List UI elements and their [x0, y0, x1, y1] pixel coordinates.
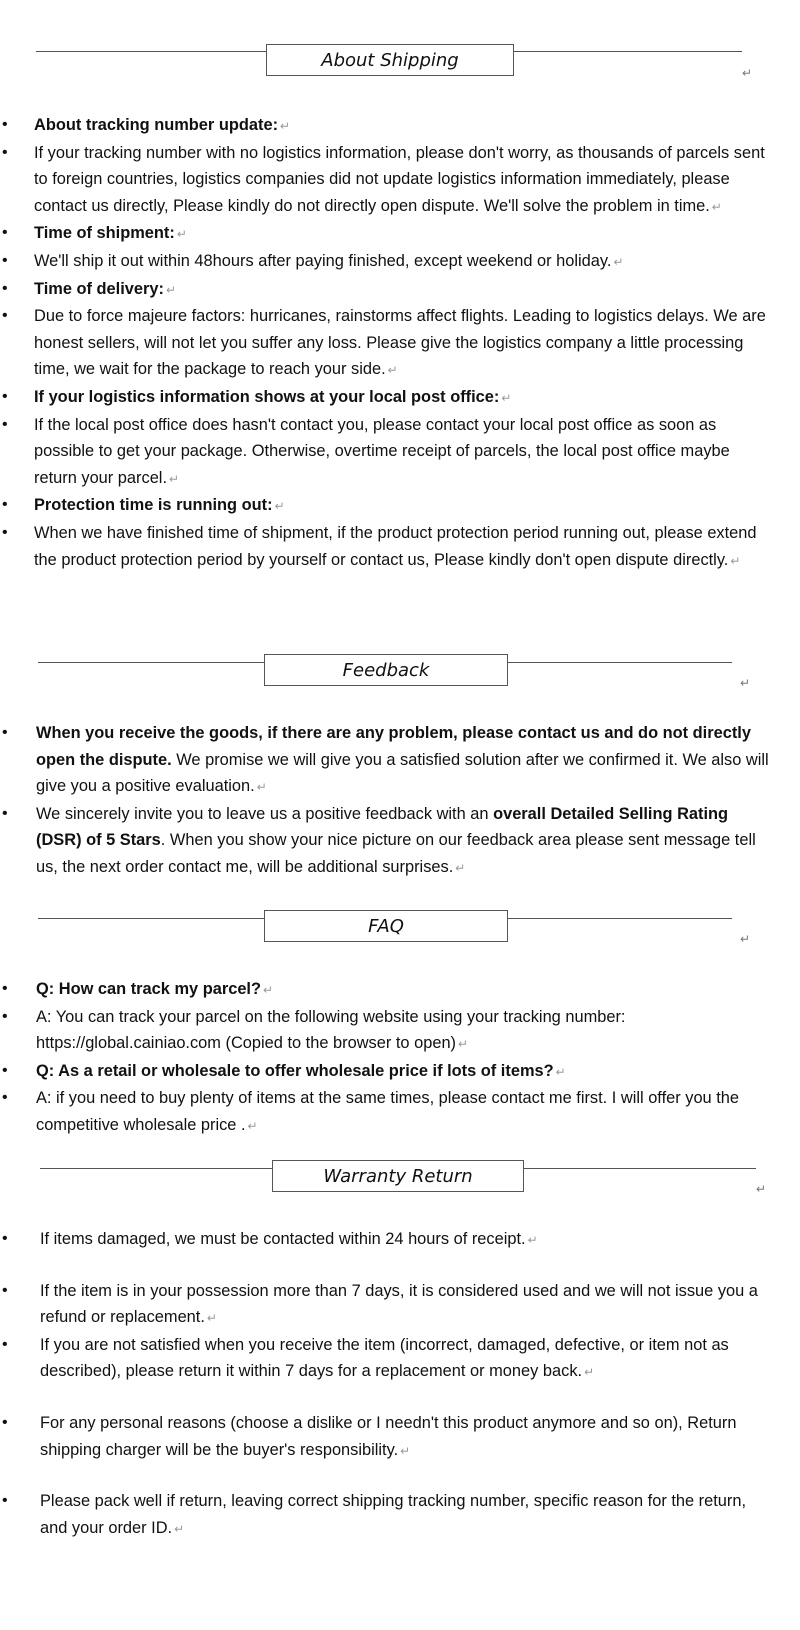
- feedback-list: [0, 720, 800, 882]
- list-item: • If your tracking number with no logistics information, please don't worry, as thousands of parcels sent to foreign countries, logistics companies did not update logistics information immediately, please contact us directly, Please kindly do not directly open dispute. We'll solve the problem in time. ↵: [0, 140, 800, 221]
- warranty-title: Warranty Return: [323, 1165, 473, 1187]
- feedback-title-box: [264, 654, 508, 686]
- feedback-header: [0, 650, 800, 710]
- list-item: • We sincerely invite you to leave us a positive feedback with an overall Detailed Selling Rating (DSR) of 5 Stars. When you show your nice picture on our feedback area please sent message tell us, the next order contact me, will be additional surprises. ↵: [0, 801, 800, 882]
- list-item: • Time of delivery: ↵: [0, 276, 800, 304]
- list-item: • Q: How can track my parcel? ↵: [0, 976, 800, 1004]
- feedback-section: [0, 650, 800, 882]
- list-item: • Q: As a retail or wholesale to offer wholesale price if lots of items? ↵: [0, 1058, 800, 1086]
- faq-section: [0, 906, 800, 1140]
- paragraph-mark-icon: ↵: [740, 932, 751, 946]
- list-item: • We'll ship it out within 48hours after paying finished, except weekend or holiday. ↵: [0, 248, 800, 276]
- list-item: • About tracking number update: ↵: [0, 112, 800, 140]
- warranty-section: [0, 1158, 800, 1542]
- list-item: • If your logistics information shows at your local post office: ↵: [0, 384, 800, 412]
- paragraph-mark-icon: ↵: [756, 1182, 767, 1196]
- list-item: • When we have finished time of shipment, if the product protection period running out, please extend the product protection period by yourself or contact us, Please kindly don't open dispute directly. ↵: [0, 520, 800, 574]
- faq-title: FAQ: [368, 915, 404, 937]
- paragraph-mark-icon: ↵: [742, 66, 753, 80]
- shipping-list: [0, 112, 800, 574]
- list-item: • A: You can track your parcel on the following website using your tracking number: https://global.cainiao.com (Copied to the browser to open) ↵: [0, 1004, 800, 1058]
- list-item: • Please pack well if return, leaving correct shipping tracking number, specific reason for the return, and your order ID. ↵: [0, 1488, 800, 1542]
- faq-header: [0, 906, 800, 966]
- list-item: • If the local post office does hasn't contact you, please contact your local post office as soon as possible to get your package. Otherwise, overtime receipt of parcels, the local post office maybe return your parcel. ↵: [0, 412, 800, 493]
- list-item: • When you receive the goods, if there are any problem, please contact us and do not directly open the dispute. We promise we will give you a satisfied solution after we confirmed it. We also will give you a positive evaluation. ↵: [0, 720, 800, 801]
- warranty-header: [0, 1158, 800, 1218]
- feedback-title: Feedback: [342, 659, 430, 681]
- list-item: • If you are not satisfied when you receive the item (incorrect, damaged, defective, or item not as described), please return it within 7 days for a replacement or money back. ↵: [0, 1332, 800, 1386]
- shipping-header: [0, 38, 800, 98]
- list-item: • For any personal reasons (choose a dislike or I needn't this product anymore and so on), Return shipping charger will be the buyer's responsibility. ↵: [0, 1410, 800, 1464]
- faq-list: [0, 976, 800, 1140]
- shipping-section: [0, 38, 800, 574]
- list-item: • A: if you need to buy plenty of items at the same times, please contact me first. I will offer you the competitive wholesale price . ↵: [0, 1085, 800, 1139]
- warranty-title-box: [272, 1160, 524, 1192]
- list-item: • Protection time is running out: ↵: [0, 492, 800, 520]
- warranty-list: [0, 1226, 800, 1542]
- shipping-title: About Shipping: [321, 49, 459, 71]
- list-item: • Due to force majeure factors: hurricanes, rainstorms affect flights. Leading to logistics delays. We are honest sellers, will not let you suffer any loss. Please give the logistics company a little processing time, we wait for the package to reach your side. ↵: [0, 303, 800, 384]
- list-item: • If items damaged, we must be contacted within 24 hours of receipt. ↵: [0, 1226, 800, 1254]
- faq-title-box: [264, 910, 508, 942]
- shipping-title-box: [266, 44, 514, 76]
- list-item: • Time of shipment: ↵: [0, 220, 800, 248]
- paragraph-mark-icon: ↵: [740, 676, 751, 690]
- list-item: • If the item is in your possession more than 7 days, it is considered used and we will not issue you a refund or replacement. ↵: [0, 1278, 800, 1332]
